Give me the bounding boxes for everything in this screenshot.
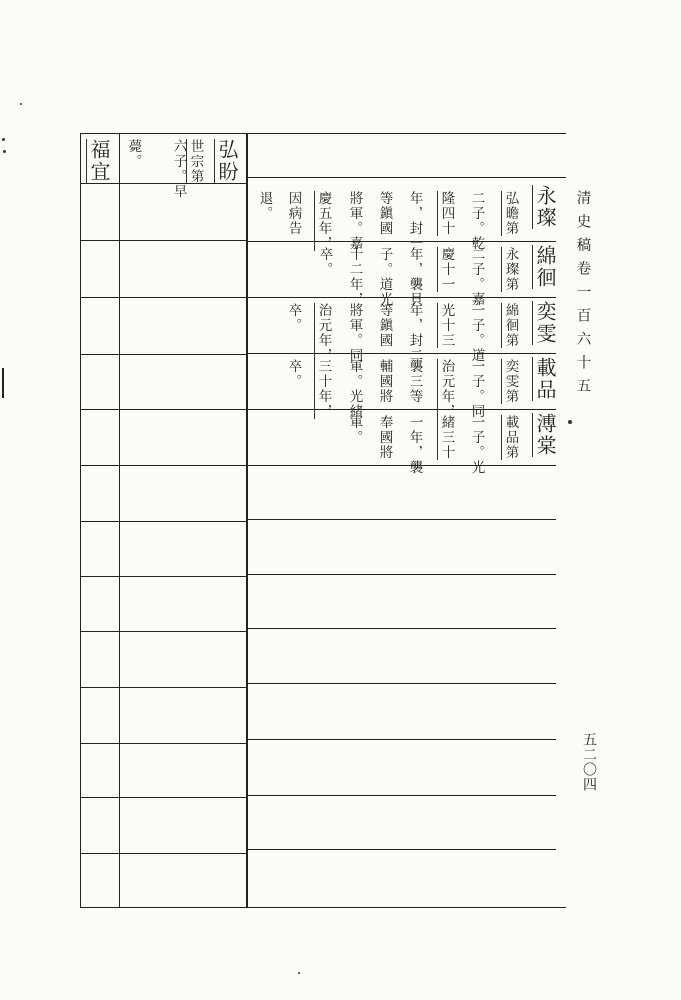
genealogy-table (80, 133, 566, 908)
entry-line: 卒。 (285, 359, 302, 390)
margin-mark (2, 368, 4, 398)
hongfen-note-c: 薨。 (125, 139, 142, 170)
entry-line: 永璨第 (502, 247, 519, 293)
entry-line: 一子。道 (468, 303, 485, 364)
person-name-zaipin: 載品 (533, 357, 557, 401)
person-name-yongcan: 永璨 (533, 185, 557, 229)
entry-line: 年，封二 (406, 303, 423, 364)
person-name-mianhui: 綿徊 (533, 245, 557, 289)
table-bottom-border (80, 907, 566, 908)
entry-line: 緒三十 (438, 415, 455, 461)
entry-line: 奉國將 (376, 415, 393, 461)
entry-line: 等鎭國 (376, 191, 393, 237)
entry-line: 軍。 (346, 415, 363, 446)
entry-line: 因病告 (285, 191, 302, 237)
entry-line: 二子。嘉 (468, 247, 485, 308)
entry-line: 子。道光 (376, 247, 393, 308)
entry-line: 卒。 (285, 303, 302, 334)
person-name-putang: 溥棠 (533, 413, 557, 457)
page-number: 五二〇四 (581, 732, 597, 792)
entry-line: 三十年， (315, 359, 332, 420)
entry-line: 等鎭國 (376, 303, 393, 349)
hongfen-note-b: 六子。早 (170, 139, 187, 200)
entry-line: 襲三等 (406, 359, 423, 405)
entry-line: 軍。光緒 (346, 359, 363, 420)
entry-line: 二子。乾 (468, 191, 485, 252)
entry-line: 一子。同 (468, 359, 485, 420)
entry-line: 綿徊第 (502, 303, 519, 349)
header-rule (246, 177, 566, 178)
entry-line: 十二年， (346, 247, 363, 308)
entry-line: 奕雯第 (502, 359, 519, 405)
entry-line: 慶五年， (315, 191, 332, 252)
entry-line: 慶十一 (438, 247, 455, 293)
book-title: 清史稿卷一百六十五 (574, 190, 591, 402)
entry-line: 一年，襲 (406, 415, 423, 476)
person-name-yiwen: 奕雯 (533, 301, 557, 345)
table-top-border (80, 133, 566, 134)
entry-line: 治元年， (315, 303, 332, 364)
entry-line: 年，襲貝 (406, 247, 423, 308)
entry-line: 隆四十 (438, 191, 455, 237)
entry-line: 載品第 (502, 415, 519, 461)
person-name-fuyi: 福宜 (87, 139, 111, 183)
entry-line: 年，封一 (406, 191, 423, 252)
entry-line: 光十三 (438, 303, 455, 349)
entry-line: 一子。光 (468, 415, 485, 476)
entry-line: 將軍。同 (346, 303, 363, 364)
entry-line: 卒。 (316, 247, 333, 278)
entry-line: 將軍。嘉 (346, 191, 363, 252)
person-name-hongfen: 弘盼 (215, 139, 239, 183)
entry-line: 治元年， (438, 359, 455, 420)
entry-line: 退。 (256, 191, 273, 222)
hongfen-note-a: 世宗第 (187, 139, 204, 185)
entry-line: 弘曕第 (502, 191, 519, 237)
entry-line: 輔國將 (376, 359, 393, 405)
